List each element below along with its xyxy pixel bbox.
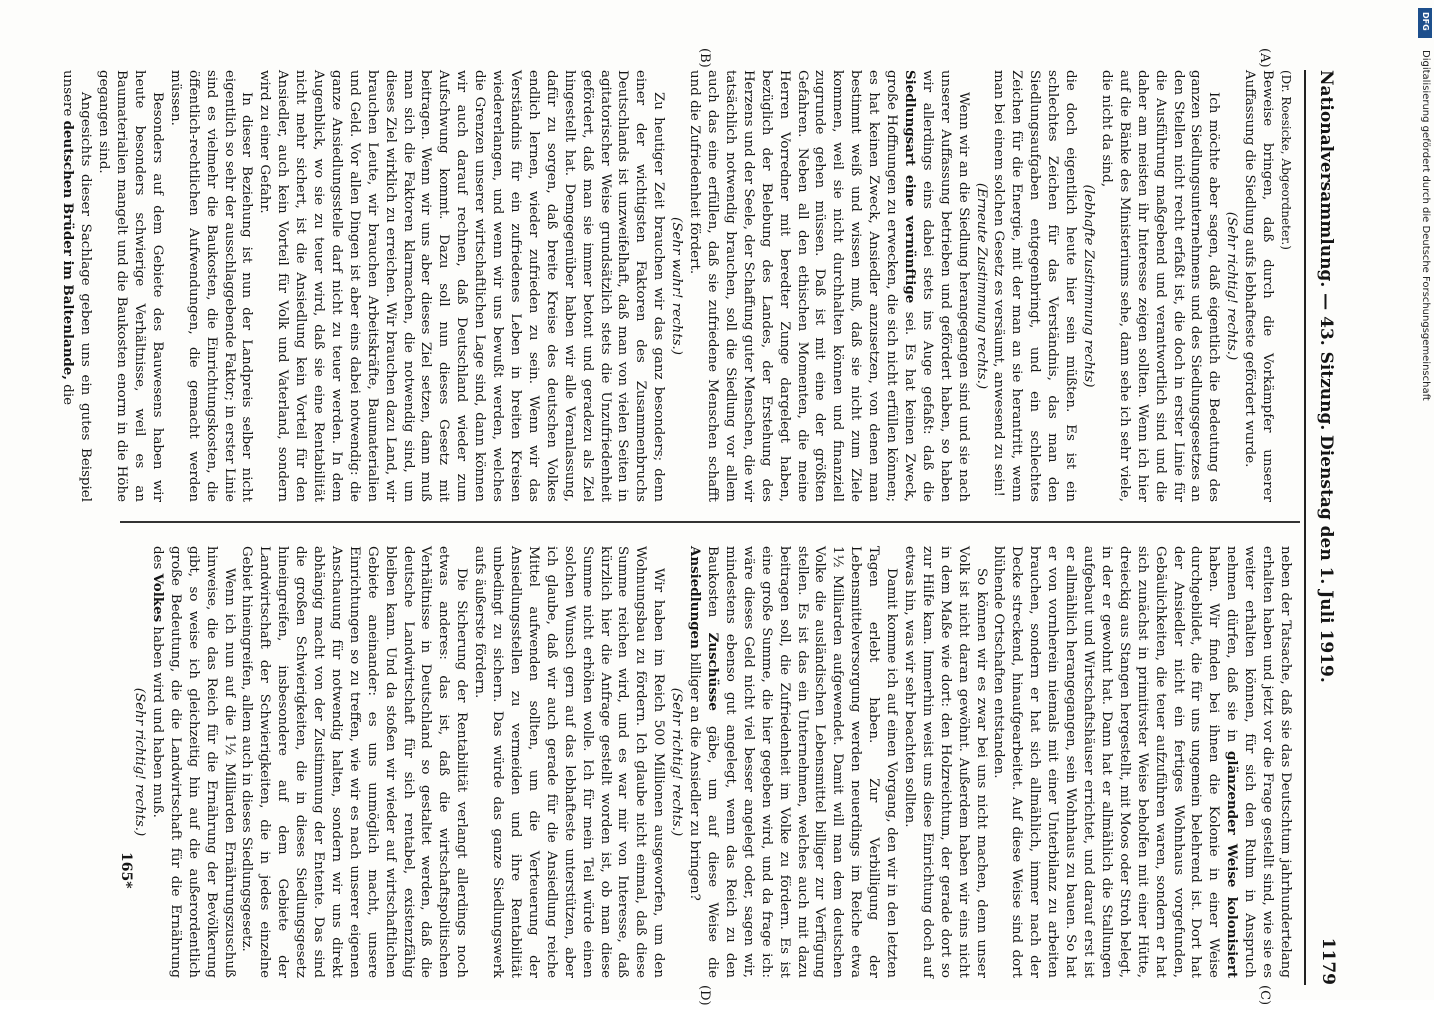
paragraph: In dieser Beziehung ist nun der Landpreis selber nicht eigentlich so sehr der ausschlaggebende Faktor; in erster Linie sind es vielmehr die Baukosten, die Einrichtungskosten, die öffentlich-rechtlichen Aufwendungen, die gemacht werden müssen. xyxy=(167,70,255,502)
signature-mark: 165* xyxy=(118,852,134,889)
left-column xyxy=(58,70,1294,502)
running-head xyxy=(1306,70,1340,985)
paragraph xyxy=(58,70,94,502)
text-run: sei. Es hat keinen Zweck, große Hoffnungen zu erwecken, die sich nicht erfüllen können; es hat keinen Zweck, Ansiedler anzusetzen, von denen man bestimmt weiß und wissen muß, daß sie nicht zum Ziele kommen, weil sie nicht durchhalten können und finanziell zugrunde gehen müssen. Daß ist mit eine der größten Gefahren. Neben all den ethischen Momenten, die meine Herren Vorredner mit beredter Zunge dargelegt haben, bezüglich der Belebung des Landes, der Erstehung des Herzens und der Seele, der Schaffung guter Menschen, die wir tatsächlich notwendig brauchen, soll die Siedlung vor allem auch das eine erfüllen, daß sie zufriedene Menschen schafft und die Zufriedenheit fördert. xyxy=(687,70,917,503)
page-number: 1179 xyxy=(1318,937,1338,985)
text-run: die xyxy=(60,379,76,406)
running-head-left: Nationalversammlung. — 43. Sitzung. xyxy=(1316,70,1336,431)
emphasis: Siedlungsart eine vernünftige xyxy=(901,70,918,304)
right-column xyxy=(130,546,1294,978)
text-run: haben. Wir finden bei ihnen die Kolonie in einer Weise durchgebildet, die für uns ungemein belehrend ist. Dort hat der Ansiedler nicht ein fertiges Wohnhaus vorgefunden, Gebäulichkeiten, die teuer aufzuführen waren, sondern er hat sich zunächst in primitivster Weise beholfen mit einer Hütte, dreieckig aus Stangen hergestellt, mit Moos oder Stroh belegt, in der er gewohnt hat. Dann hat er allmählich die Stallungen aufgebaut und Wirtschaftshäuser errichtet, und darauf erst ist er allmählich herangegangen, sein Wohnhaus zu bauen. So hat er von vornherein niemals mit einer Unterbilanz zu arbeiten brauchen, sondern er hat sich allmählich, immer nach der Decke streckend, hinaufgearbeitet. Auf diese Weise sind dort blühende Ortschaften entstanden. xyxy=(991,546,1222,978)
emphasis: Volkes xyxy=(149,573,166,623)
interjection: (Sehr richtig! rechts.) xyxy=(1224,211,1240,361)
column-rule xyxy=(120,521,1300,523)
text-run: haben wird und haben muß. xyxy=(149,622,165,818)
interjection: (Sehr richtig! rechts.) xyxy=(669,687,685,837)
text-run: Wenn ich nun auf die 1½ Milliarden Ernährungszuschuß hinweise, die das Reich für die Ernährung der Bevölkerung gibt, so weise ich gleichzeitig hin auf die außerordentlich große Bedeutung, die die Landwirtschaft für die Ernährung des xyxy=(149,546,237,978)
interjection: (Erneute Zustimmung rechts.) xyxy=(973,182,989,390)
paragraph xyxy=(990,546,1294,978)
margin-letter-a: (A) xyxy=(1257,48,1272,68)
paragraph: Beweise bringen, daß durch die Vorkämpfer unserer Auffassung die Siedlung aufs lebhafteste gefördert wurde. xyxy=(1242,70,1276,502)
paragraph: Zu heutiger Zeit brauchen wir das ganz besonders; denn einer der wichtigsten Faktoren des Zusammenbruchs Deutschlands ist unzweifelhaft, daß man von vielen Seiten in agitatorischer Weise grundsätzlich stets die Unzufriedenheit gefördert, daß man sie immer betont und geradezu als Ziel hingestellt hat. Demgegenüber haben wir alle Veranlassung, dafür zu sorgen, daß breite Kreise des deutschen Volkes endlich lernen, wieder zufrieden zu sein. Wenn wir das Verständnis für ein zufriedenes Leben in breiten Kreisen wiedererlangen, und wenn wir uns bewußt werden, welches die Grenzen unserer wirtschaftlichen Lage sind, dann können wir auch darauf rechnen, daß Deutschland wieder zum Aufschwung kommt. Dazu soll nun dieses Gesetz mit beitragen. Wenn wir uns aber dieses Ziel setzen, dann muß man sich die Faktoren klarmachen, die notwendig sind, um dieses Ziel wirklich zu erreichen. Wir brauchen dazu Land, wir brauchen Leute, wir brauchen Arbeitskräfte, Baumaterialien und Geld. Vor allen Dingen ist aber eins dabei notwendig: die ganze Ansiedlungsstelle darf nicht zu teuer werden. In dem Augenblick, wo sie zu teuer wird, daß sie eine Rentabilität nicht mehr sichert, ist die Ansiedlung kein Vorteil für den Ansiedler, auch kein Vorteil für Volk und Vaterland, sondern wird zu einer Gefahr. xyxy=(257,70,667,502)
paragraph: die doch eigentlich heute hier sein müßten. Es ist ein schlechtes Zeichen für das Verständnis, das man den Siedlungsaufgaben entgegenbringt, und ein schlechtes Zeichen für die Energie, mit der man an sie herantritt, wenn man bei einem solchen Gesetz es versäumt, anwesend zu sein! xyxy=(991,70,1079,502)
text-run: gäbe, um auf diese Weise die xyxy=(705,710,720,978)
paragraph: Die Sicherung der Rentabilität verlangt allerdings noch etwas anderes: das ist, daß die wirtschaftspolitischen Verhältnisse in Deutschland so gestaltet werden, daß die deutsche Landwirtschaft für sich rentabel, existenzfähig bleiben kann. Und da stoßen wir wieder auf wirtschaftlichen Gebiete aneinander: es uns unmöglich macht, unsere Einrichtungen so zu treffen, wie wir es nach unserer eigenen Anschauung für notwendig halten, sondern wir uns direkt abhängig macht von der Zustimmung der Entente. Das sind die großen Schwierigkeiten, die in dieses Siedlungsgesetz hineingreifen, insbesondere auf dem Gebiete der Landwirtschaft der Schwierigkeiten, die in jedes einzelne Gebiet hineingreifen, allem auch in dieses Siedlungsgesetz. xyxy=(239,546,470,978)
margin-letter-b: (B) xyxy=(697,48,712,68)
paragraph: So können wir es zwar bei uns nicht machen, denn unser Volk ist nicht daran gewöhnt. Außerdem haben wir eins nicht in dem Maße wie dort: den Holzreichtum, der gerade dort so zur Hilfe kam. Immerhin weist uns diese Einrichtung doch auf etwas hin, was wir sehr beachten sollten. xyxy=(901,546,989,978)
paragraph: Besonders auf dem Gebiete des Bauwesens haben wir heute besonders schwierige Verhältnisse, weil es an Baumaterialien mangelt und die Baukosten enorm in die Höhe gegangen sind. xyxy=(96,70,165,502)
paragraph: Wir haben im Reich 500 Millionen ausgeworfen, um den Wohnungsbau zu fördern. Ich glaube nicht einmal, daß diese Summe reichen wird, und es war mir von Interesse, daß kürzlich hier die Anfrage gestellt worden ist, ob man diese Summe nicht erhöhen wolle. Ich für mein Teil würde einen solchen Wunsch gern auf das lebhafteste unterstützen, aber ich glaube, daß wir auch gerade für die Ansiedlung reiche Mittel aufwenden sollten, um die Verteuerung der Ansiedlungsstellen zu vermeiden und ihre Rentabilität unbedingt zu sichern. Das würde das ganze Siedlungswerk aufs äußerste fördern. xyxy=(472,546,667,978)
digitization-credit-text: Digitalisierung gefördert durch die Deutsche Forschungsgemeinschaft xyxy=(1420,50,1431,401)
running-head-date: Dienstag den 1. Juli 1919. xyxy=(1316,435,1336,683)
margin-letter-d: (D) xyxy=(697,985,712,1006)
emphasis: Ansiedlungen xyxy=(687,546,704,649)
emphasis: glänzender Weise kolonisiert xyxy=(1224,751,1241,979)
margin-letter-c: (C) xyxy=(1257,985,1272,1006)
interjection: (Sehr wahr! rechts.) xyxy=(669,217,685,355)
speaker-label: (Dr. Roesicke, Abgeordneter.) xyxy=(1279,70,1293,250)
text-run: neben der Tatsache, daß sie das Deutschtum jahrhundertelang erhalten haben und jetzt vor die Frage gestellt sind, wie sie es weiter erhalten können, für sich den Ruhm in Anspruch nehmen dürfen, daß sie in xyxy=(1224,546,1293,978)
header-rule xyxy=(1304,70,1306,985)
dfg-logo-text: DFG xyxy=(1421,12,1430,31)
paragraph xyxy=(148,546,238,978)
paragraph xyxy=(685,546,900,978)
interjection: (Sehr richtig! rechts.) xyxy=(132,687,147,837)
text-run: billiger an die Ansiedler zu bringen? xyxy=(687,648,703,901)
text-run: Angesichts dieser Sachlage geben uns ein gutes Beispiel unsere xyxy=(60,70,94,502)
text-run: Damit komme ich auf einen Vorgang, den wir in den letzten Tagen erlebt haben. Zur Verbilligung der Lebensmittelversorgung werden neuerdings im Reiche etwa 1½ Milliarden aufgewendet. Damit will man dem deutschen Volke die ausländischen Lebensmittel billiger zur Verfügung stellen. Es ist das ein Unternehmen, welches auch mit dazu beitragen soll, die Zufriedenheit im Volke zu fördern. Es ist eine große Summe, die hier gegeben wird, und da frage ich: wäre dieses Geld nicht viel besser angelegt oder, sagen wir, mindestens ebenso gut angelegt, wenn das Reich zu den Baukosten xyxy=(705,546,900,978)
emphasis: deutschen Brüder im Baltenlande, xyxy=(60,120,77,380)
paragraph: Ich möchte aber sagen, daß eigentlich die Bedeutung des ganzen Siedlungsunternehmens und des Siedlungsgesetzes an den Stellen nicht recht erfaßt ist, die doch in erster Linie für die Ausführung maßgebend und verantwortlich sind und die daher am meisten ihr Interesse zeigen sollten. Wenn ich hier auf die Bänke des Ministeriums sehe, dann sehe ich sehr viele, die nicht da sind, xyxy=(1098,70,1222,502)
digitization-credit xyxy=(1418,10,1434,990)
interjection: (lebhafte Zustimmung rechts) xyxy=(1081,184,1097,388)
paragraph xyxy=(685,70,972,502)
text-run: Wenn wir an die Siedlung herangegangen sind und sie nach unserer Auffassung betrieben und gefördert haben, so haben wir allerdings eins dabei stets ins Auge gefaßt: daß die xyxy=(919,70,971,502)
emphasis: Zuschüsse xyxy=(705,632,721,711)
